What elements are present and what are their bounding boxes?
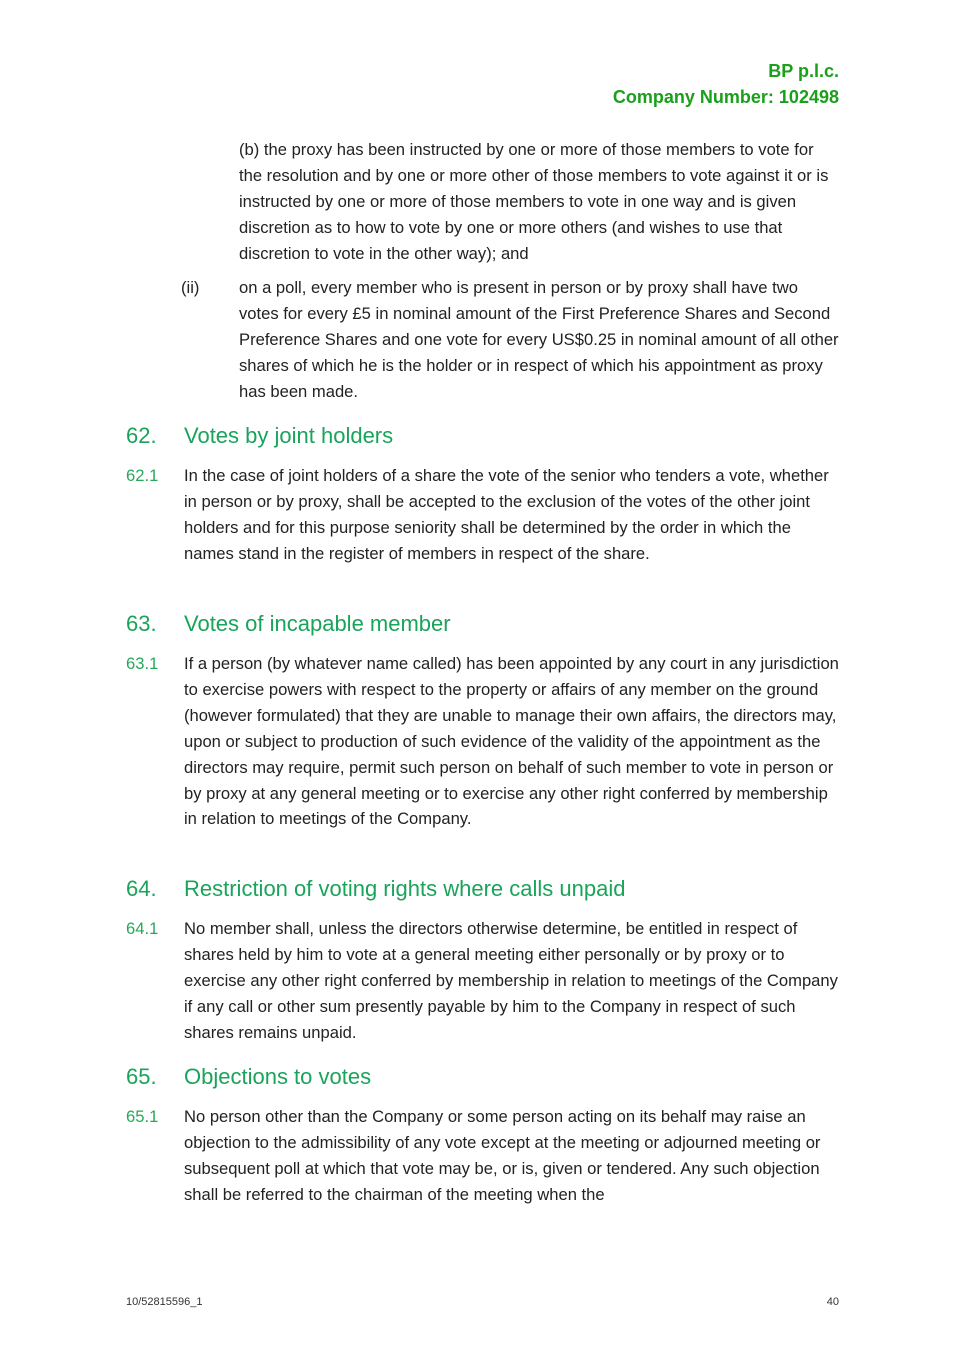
section-heading-62 [126,421,393,451]
clause-text-65-1: No person other than the Company or some person acting on its behalf may raise an objection to the admissibility of any vote except at the meeting or adjourned meeting or subsequent poll at which that vote may be, or is, given or tendered. Any such objection shall be referred to the chairman of the meeting when the [184,1107,821,1204]
item-ii-text: on a poll, every member who is present in person or by proxy shall have two votes for every £5 in nominal amount of the First Preference Shares and Second Preference Shares and one vote for every US$0.25 in nominal amount of all other shares of which he is the holder or in respect of which his appointment as proxy has been made. [239,278,839,401]
section-number: 63. [126,611,157,636]
clause-text-63-1: If a person (by whatever name called) has been appointed by any court in any jurisdiction to exercise powers with respect to the property or affairs of any member on the ground (however formulated) that they are unable to manage their own affairs, the directors may, upon or subject to production of such evidence of the validity of the appointment as the directors may require, permit such person on behalf of such member to vote in person or by proxy at any general meeting or to exercise any other right conferred by membership in relation to meetings of the Company. [184,654,839,829]
section-number: 64. [126,876,157,901]
clause-number-65-1: 65.1 [126,1107,159,1126]
section-title: Restriction of voting rights where calls unpaid [184,876,626,901]
clause-text-62-1: In the case of joint holders of a share the vote of the senior who tenders a vote, whether in person or by proxy, shall be accepted to the exclusion of the votes of the other joint holders and for this purpose seniority shall be determined by the order in which the names stand in the register of members in respect of the share. [184,466,829,563]
clause-text-64-1: No member shall, unless the directors otherwise determine, be entitled in respect of shares held by him to vote at a general meeting either personally or by proxy or to exercise any other right conferred by membership in relation to meetings of the Company if any call or other sum presently payable by him to the Company in respect of such shares remains unpaid. [184,919,838,1042]
section-title: Votes of incapable member [184,611,451,636]
page-number: 40 [826,1296,839,1308]
company-number: Company Number: 102498 [612,87,839,107]
section-number: 62. [126,423,157,448]
document-reference: 10/52815596_1 [126,1296,203,1308]
section-heading-65 [126,1062,371,1092]
clause-number-62-1: 62.1 [126,466,159,485]
clause-number-64-1: 64.1 [126,919,159,938]
section-heading-63 [126,609,451,639]
section-number: 65. [126,1064,157,1089]
section-title: Votes by joint holders [184,423,394,448]
document-header [613,58,839,110]
clause-number-63-1: 63.1 [126,654,159,673]
section-title: Objections to votes [184,1064,372,1089]
section-heading-64 [126,874,625,904]
sub-clause-b: (b) the proxy has been instructed by one or more of those members to vote for the resolution and by one or more other of those members to vote against it or is instructed by one or more of those members to vote in one way and is given discretion as to how to vote by one or more others (and wishes to use that discretion to vote in the other way); and [239,140,829,263]
item-ii-label: (ii) [181,278,200,297]
company-name: BP p.l.c. [768,61,839,81]
